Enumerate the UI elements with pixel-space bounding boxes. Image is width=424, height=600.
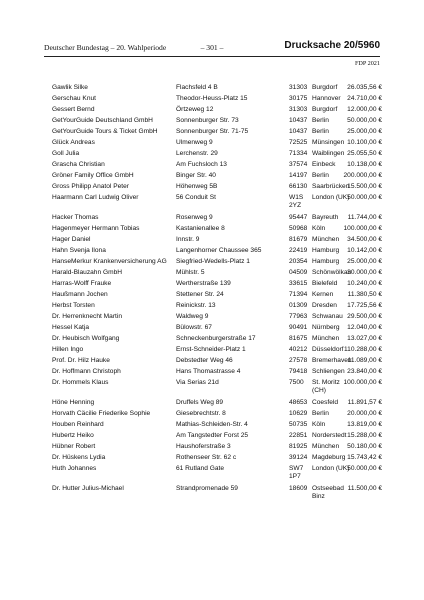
donor-postal-code: 04509	[289, 269, 308, 276]
donation-row	[52, 258, 382, 269]
donor-postal-code: 95447	[289, 214, 308, 221]
party-label: FDP 2021	[354, 60, 380, 67]
donor-postal-code: 79418	[289, 368, 308, 375]
donation-row	[52, 357, 382, 368]
donation-amount: 15.743,42 €	[347, 454, 382, 461]
donation-amount: 11.500,00 €	[347, 485, 382, 492]
donation-list	[52, 84, 382, 505]
donation-row	[52, 368, 382, 379]
donation-amount: 11.089,00 €	[347, 357, 382, 364]
donor-street: Sonnenburger Str. 71-75	[176, 128, 249, 135]
donor-city: Einbeck	[312, 161, 336, 168]
donation-amount: 15.288,00 €	[347, 432, 382, 439]
donor-street: Örtzeweg 12	[176, 106, 214, 113]
donation-row	[52, 84, 382, 95]
donation-row	[52, 324, 382, 335]
donor-city: Norderstedt	[312, 432, 347, 439]
donor-street: Giesebrechtstr. 8	[176, 410, 226, 417]
donation-amount: 17.725,56 €	[347, 302, 382, 309]
donor-postal-code: 81679	[289, 236, 308, 243]
donor-street: Siegfried-Wedells-Platz 1	[176, 258, 250, 265]
donation-row	[52, 465, 382, 485]
donor-postal-code: SW7 1P7	[289, 465, 304, 481]
donation-amount: 50.180,00 €	[347, 443, 382, 450]
donor-city: Nürnberg	[312, 324, 340, 331]
donation-amount: 110.288,00 €	[343, 346, 382, 353]
donor-name: HanseMerkur Krankenversicherung AG	[52, 258, 167, 265]
donation-amount: 13.819,00 €	[347, 421, 382, 428]
donor-postal-code: 40212	[289, 346, 308, 353]
donor-name: Dr. Heubisch Wolfgang	[52, 335, 120, 342]
donation-amount: 34.500,00 €	[347, 236, 382, 243]
donor-city: Magdeburg	[312, 454, 346, 461]
donor-city: Coesfeld	[312, 399, 339, 406]
donor-postal-code: 50968	[289, 225, 308, 232]
donation-row	[52, 106, 382, 117]
donor-city: Berlin	[312, 128, 329, 135]
donor-street: Rothenseer Str. 62 c	[176, 454, 237, 461]
donor-name: Gerschau Knut	[52, 95, 96, 102]
donor-street: Lerchenstr. 29	[176, 150, 218, 157]
donor-city: Schwanau	[312, 313, 343, 320]
donation-amount: 10.142,00 €	[347, 247, 382, 254]
donor-street: Waldweg 9	[176, 313, 209, 320]
donor-name: Hahn Svenja Ilona	[52, 247, 106, 254]
donation-row	[52, 432, 382, 443]
donor-street: Bülowstr. 67	[176, 324, 212, 331]
donor-street: Reinickstr. 13	[176, 302, 216, 309]
donor-postal-code: 01309	[289, 302, 308, 309]
donation-amount: 11.744,00 €	[347, 214, 382, 221]
donor-city: München	[312, 443, 340, 450]
donation-row	[52, 443, 382, 454]
donor-name: Dr. Herrenknecht Martin	[52, 313, 122, 320]
donor-city: Kernen	[312, 291, 334, 298]
donation-row	[52, 313, 382, 324]
donor-city: Münsingen	[312, 139, 345, 146]
donor-name: Haarmann Carl Ludwig Oliver	[52, 194, 139, 201]
donor-postal-code: 90491	[289, 324, 308, 331]
donor-postal-code: 31303	[289, 84, 308, 91]
donor-street: Strandpromenade 59	[176, 485, 238, 492]
donation-row	[52, 379, 382, 399]
donor-city: London (UK)	[312, 194, 350, 201]
donation-amount: 11.891,57 €	[347, 399, 382, 406]
donor-street: Sonnenburger Str. 73	[176, 117, 239, 124]
donation-amount: 25.000,00 €	[347, 258, 382, 265]
donor-street: Ernst-Schneider-Platz 1	[176, 346, 246, 353]
donor-city: Berlin	[312, 172, 329, 179]
donation-amount: 100.000,00 €	[343, 225, 382, 232]
donor-street: Theodor-Heuss-Platz 15	[176, 95, 248, 102]
donor-name: Houben Reinhard	[52, 421, 104, 428]
donation-amount: 23.840,00 €	[347, 368, 382, 375]
donor-name: Prof. Dr. Hilz Hauke	[52, 357, 110, 364]
donation-amount: 13.027,00 €	[347, 335, 382, 342]
donor-city: Hamburg	[312, 247, 340, 254]
donor-postal-code: W1S 2YZ	[289, 194, 304, 210]
donor-street: Via Serias 21d	[176, 379, 219, 386]
donation-amount: 12.000,00 €	[347, 106, 382, 113]
donation-amount: 10.240,00 €	[347, 280, 382, 287]
donor-postal-code: 72525	[289, 139, 308, 146]
donation-amount: 26.035,56 €	[347, 84, 382, 91]
donor-city: Schönwölkau	[312, 269, 352, 276]
donation-row	[52, 214, 382, 225]
donor-city: London (UK)	[312, 465, 350, 472]
donor-name: Gawlik Silke	[52, 84, 88, 91]
donor-name: Goll Julia	[52, 150, 80, 157]
donor-postal-code: 10437	[289, 128, 308, 135]
donor-city: Berlin	[312, 410, 329, 417]
donor-name: Dr. Hommels Klaus	[52, 379, 109, 386]
donor-street: Wertherstraße 139	[176, 280, 231, 287]
donor-postal-code: 37574	[289, 161, 308, 168]
donation-row	[52, 280, 382, 291]
header-rule	[44, 56, 380, 57]
donor-name: GetYourGuide Tours & Ticket GmbH	[52, 128, 158, 135]
donor-city: Berlin	[312, 117, 329, 124]
donor-city: Hamburg	[312, 258, 340, 265]
donor-street: Am Fuchsloch 13	[176, 161, 227, 168]
donation-row	[52, 346, 382, 357]
donation-amount: 50.000,00 €	[347, 194, 382, 201]
donation-row	[52, 139, 382, 150]
donor-city: Saarbrücken	[312, 183, 350, 190]
donor-postal-code: 20354	[289, 258, 308, 265]
donation-amount: 20.000,00 €	[347, 410, 382, 417]
donor-name: Herbst Torsten	[52, 302, 95, 309]
donor-city: Bielefeld	[312, 280, 338, 287]
donor-city: Schliengen	[312, 368, 345, 375]
donor-city: Köln	[312, 225, 326, 232]
donation-row	[52, 247, 382, 258]
donor-city: Dresden	[312, 302, 337, 309]
donation-amount: 100.000,00 €	[343, 379, 382, 386]
donation-row	[52, 172, 382, 183]
donor-postal-code: 39124	[289, 454, 308, 461]
donor-city: Bayreuth	[312, 214, 339, 221]
donor-name: Hacker Thomas	[52, 214, 99, 221]
donor-name: Gross Philipp Anatol Peter	[52, 183, 129, 190]
donor-street: Haushoferstraße 3	[176, 443, 231, 450]
donation-row	[52, 454, 382, 465]
donor-postal-code: 27578	[289, 357, 308, 364]
donor-street: Binger Str. 40	[176, 172, 216, 179]
donor-name: Grascha Christian	[52, 161, 105, 168]
donor-street: Kastanienallee 8	[176, 225, 225, 232]
donor-postal-code: 71394	[289, 291, 308, 298]
donor-postal-code: 18609	[289, 485, 308, 492]
donor-postal-code: 48653	[289, 399, 308, 406]
donor-street: Druffels Weg 89	[176, 399, 224, 406]
donor-street: Stettener Str. 24	[176, 291, 224, 298]
donation-row	[52, 161, 382, 172]
donor-city: Burgdorf	[312, 84, 338, 91]
donor-postal-code: 10629	[289, 410, 308, 417]
donation-row	[52, 194, 382, 214]
donor-city: München	[312, 236, 340, 243]
donor-postal-code: 31303	[289, 106, 308, 113]
donor-name: Hager Daniel	[52, 236, 91, 243]
donation-amount: 25.055,50 €	[347, 150, 382, 157]
donation-row	[52, 236, 382, 247]
donor-street: Hans Thomastrasse 4	[176, 368, 241, 375]
donation-row	[52, 95, 382, 106]
donation-row	[52, 485, 382, 505]
donation-row	[52, 421, 382, 432]
donor-postal-code: 33615	[289, 280, 308, 287]
donor-name: Dr. Hüskens Lydia	[52, 454, 106, 461]
donation-row	[52, 291, 382, 302]
donor-city: Ostseebad Binz	[312, 485, 344, 501]
donation-amount: 200.000,00 €	[343, 172, 382, 179]
donor-city: Düsseldorf	[312, 346, 344, 353]
donor-city: Köln	[312, 421, 326, 428]
donor-postal-code: 22419	[289, 247, 308, 254]
donor-name: Hübner Robert	[52, 443, 96, 450]
donor-name: Gröner Family Office GmbH	[52, 172, 134, 179]
donor-city: St. Moritz (CH)	[312, 379, 340, 395]
donation-row	[52, 335, 382, 346]
donor-name: Hagenmeyer Hermann Tobias	[52, 225, 140, 232]
donor-name: Horvath Cäcilie Friederike Sophie	[52, 410, 151, 417]
donation-row	[52, 269, 382, 280]
donor-city: München	[312, 335, 340, 342]
donor-city: Hannover	[312, 95, 341, 102]
donation-row	[52, 410, 382, 421]
donor-name: Hubertz Heiko	[52, 432, 94, 439]
donation-row	[52, 183, 382, 194]
donor-postal-code: 66130	[289, 183, 308, 190]
donation-amount: 50.000,00 €	[347, 117, 382, 124]
donor-postal-code: 30175	[289, 95, 308, 102]
donation-amount: 30.000,00 €	[347, 269, 382, 276]
donor-postal-code: 7500	[289, 379, 304, 386]
donor-street: Flachsfeld 4 B	[176, 84, 218, 91]
donor-city: Bremerhaven	[312, 357, 352, 364]
donation-amount: 10.100,00 €	[347, 139, 382, 146]
donor-name: Dr. Hutter Julius-Michael	[52, 485, 124, 492]
donor-postal-code: 50735	[289, 421, 308, 428]
donor-street: Mathias-Schleiden-Str. 4	[176, 421, 248, 428]
donor-name: Höne Henning	[52, 399, 95, 406]
donation-amount: 11.380,50 €	[347, 291, 382, 298]
donor-street: Debstedter Weg 46	[176, 357, 233, 364]
donor-street: 56 Conduit St	[176, 194, 216, 201]
donor-name: Huth Johannes	[52, 465, 97, 472]
donor-street: Innstr. 9	[176, 236, 200, 243]
donor-street: Mühlstr. 5	[176, 269, 205, 276]
donor-name: GetYourGuide Deutschland GmbH	[52, 117, 153, 124]
donor-postal-code: 10437	[289, 117, 308, 124]
donor-street: Am Tangstedter Forst 25	[176, 432, 249, 439]
donation-amount: 15.500,00 €	[347, 183, 382, 190]
donor-name: Hillen Ingo	[52, 346, 84, 353]
donor-postal-code: 81675	[289, 335, 308, 342]
donor-city: Burgdorf	[312, 106, 338, 113]
donor-name: Dr. Hoffmann Christoph	[52, 368, 121, 375]
donor-postal-code: 22851	[289, 432, 308, 439]
donor-city: Waiblingen	[312, 150, 345, 157]
donor-street: Rosenweg 9	[176, 214, 213, 221]
donor-postal-code: 81925	[289, 443, 308, 450]
donation-row	[52, 399, 382, 410]
donation-row	[52, 128, 382, 139]
header-page-number: – 301 –	[200, 43, 224, 52]
donor-street: Höhenweg 5B	[176, 183, 218, 190]
donor-street: 61 Rutland Gate	[176, 465, 225, 472]
donor-name: Hessel Katja	[52, 324, 90, 331]
donor-name: Harras-Wolff Frauke	[52, 280, 112, 287]
donor-name: Gessert Bernd	[52, 106, 95, 113]
donor-street: Langenhorner Chaussee 365	[176, 247, 262, 254]
donor-postal-code: 71334	[289, 150, 308, 157]
page-header	[44, 40, 380, 54]
donation-amount: 25.000,00 €	[347, 128, 382, 135]
donation-amount: 24.710,00 €	[347, 95, 382, 102]
donor-name: Haußmann Jochen	[52, 291, 108, 298]
donor-postal-code: 14197	[289, 172, 308, 179]
donation-amount: 10.138,00 €	[347, 161, 382, 168]
donation-row	[52, 302, 382, 313]
donor-name: Glück Andreas	[52, 139, 95, 146]
donor-postal-code: 77963	[289, 313, 308, 320]
donation-row	[52, 150, 382, 161]
donor-street: Schneckenburgerstraße 17	[176, 335, 256, 342]
donation-amount: 29.500,00 €	[347, 313, 382, 320]
donation-amount: 50.000,00 €	[347, 465, 382, 472]
donation-row	[52, 225, 382, 236]
donor-name: Harald-Blauzahn GmbH	[52, 269, 122, 276]
donor-street: Ulmenweg 9	[176, 139, 213, 146]
header-document-number: Drucksache 20/5960	[284, 40, 380, 51]
donation-row	[52, 117, 382, 128]
donation-amount: 12.040,00 €	[347, 324, 382, 331]
header-parliament-period: Deutscher Bundestag – 20. Wahlperiode	[44, 43, 167, 52]
